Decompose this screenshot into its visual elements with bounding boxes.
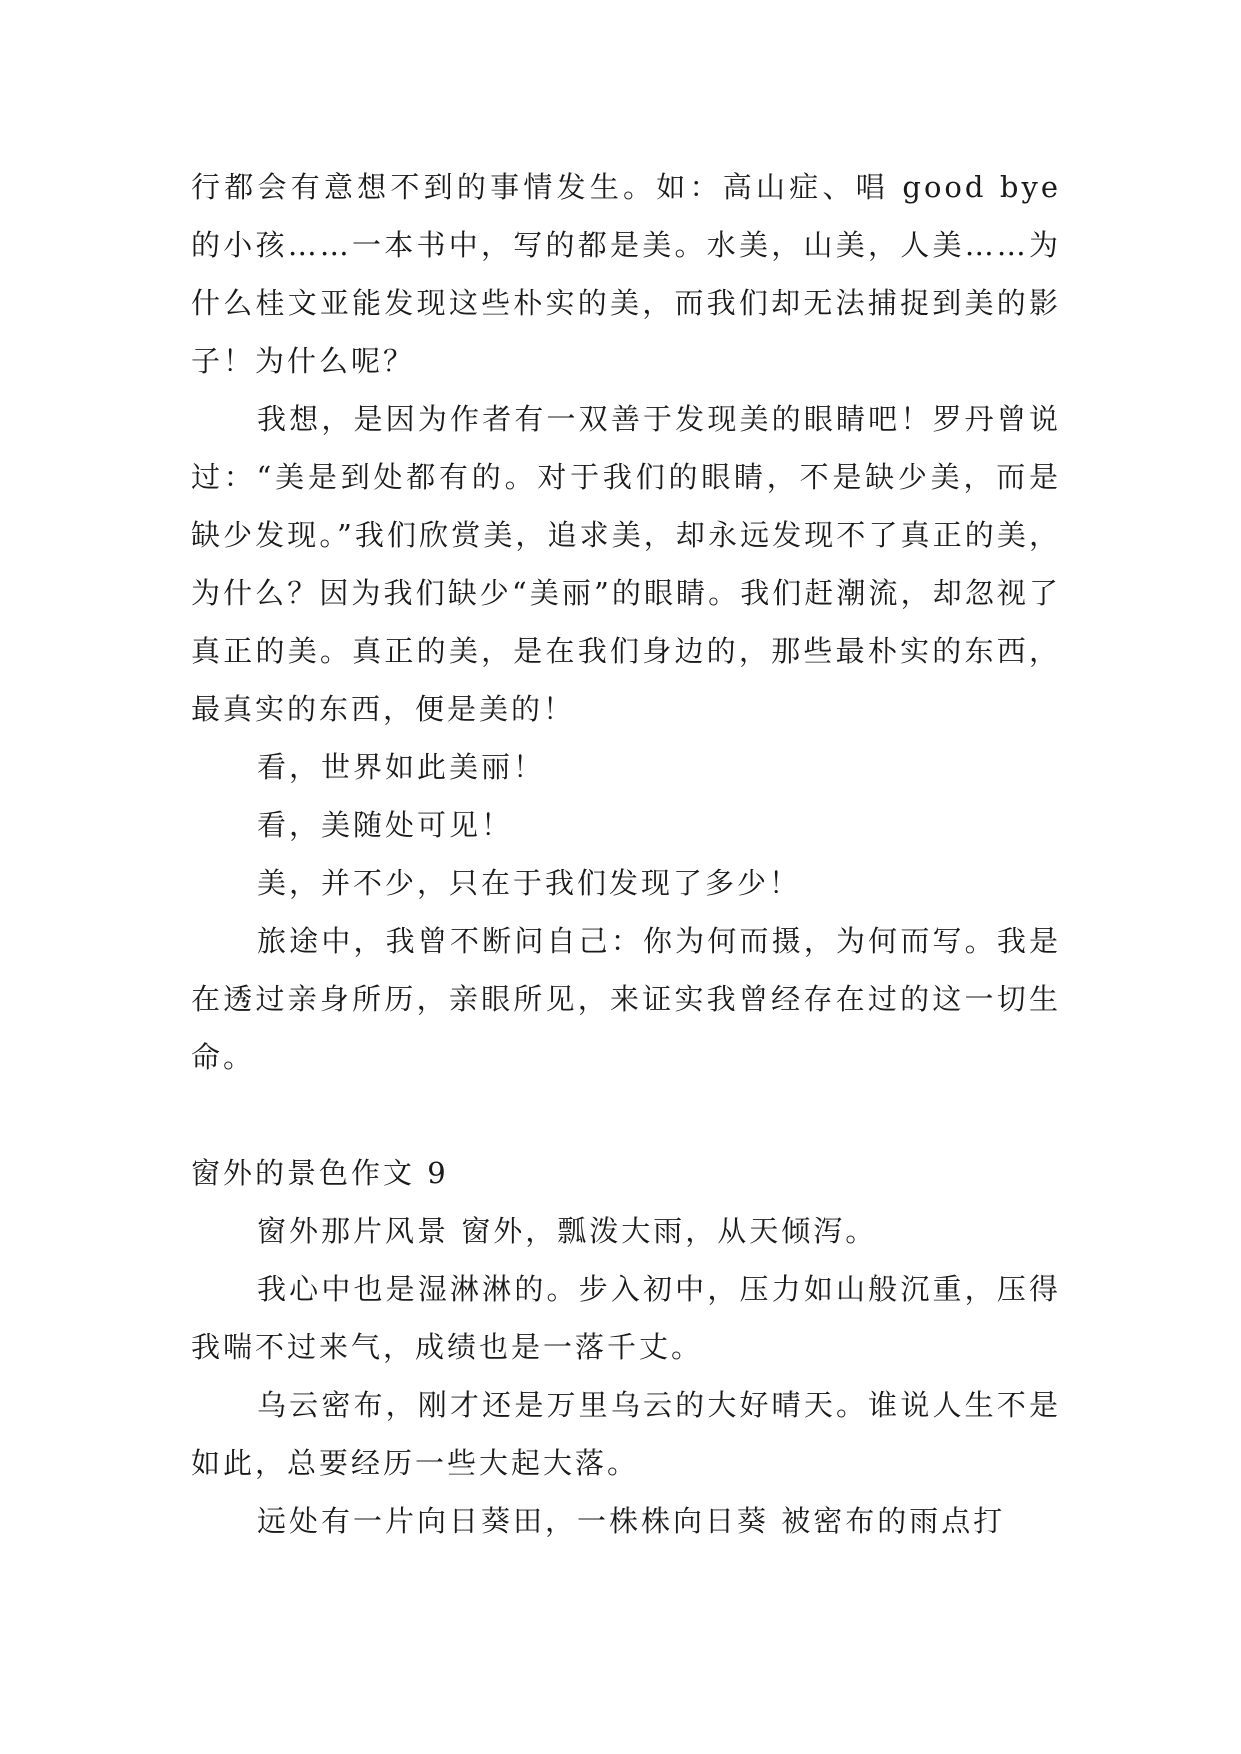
- paragraph-continuation: 行都会有意想不到的事情发生。如：高山症、唱 good bye 的小孩……一本书中，写的都是美。水美，山美，人美……为什么桂文亚能发现这些朴实的美，而我们却无法捕捉到美的影子！为什么呢？: [191, 170, 1061, 378]
- paragraph-beauty-everywhere: 看，美随处可见！: [257, 808, 514, 842]
- paragraph-beauty-not-scarce: 美，并不少，只在于我们发现了多少！: [257, 866, 802, 900]
- section-title: 窗外的景色作文 9: [191, 1156, 449, 1190]
- paragraph-sunflowers: 远处有一片向日葵田，一株株向日葵 被密布的雨点打: [257, 1504, 1006, 1538]
- paragraph-world-beautiful: 看，世界如此美丽！: [257, 750, 546, 784]
- document-body: [191, 158, 1061, 1550]
- paragraph-pressure: 我心中也是湿淋淋的。步入初中，压力如山般沉重，压得我喘不过来气，成绩也是一落千丈。: [191, 1272, 1061, 1364]
- paragraph-window-scene: 窗外那片风景 窗外，瓢泼大雨，从天倾泻。: [257, 1214, 878, 1248]
- paragraph-rodin-quote: 我想，是因为作者有一双善于发现美的眼睛吧！罗丹曾说过：“美是到处都有的。对于我们的眼睛，不是缺少美，而是缺少发现。”我们欣赏美，追求美，却永远发现不了真正的美，为什么？因为我们缺少“美丽”的眼睛。我们赶潮流，却忽视了真正的美。真正的美，是在我们身边的，那些最朴实的东西，最真实的东西，便是美的！: [191, 402, 1061, 726]
- paragraph-journey: 旅途中，我曾不断问自己：你为何而摄，为何而写。我是在透过亲身所历，亲眼所见，来证实我曾经存在过的这一切生命。: [191, 924, 1061, 1074]
- paragraph-clouds: 乌云密布，刚才还是万里乌云的大好晴天。谁说人生不是如此，总要经历一些大起大落。: [191, 1388, 1061, 1480]
